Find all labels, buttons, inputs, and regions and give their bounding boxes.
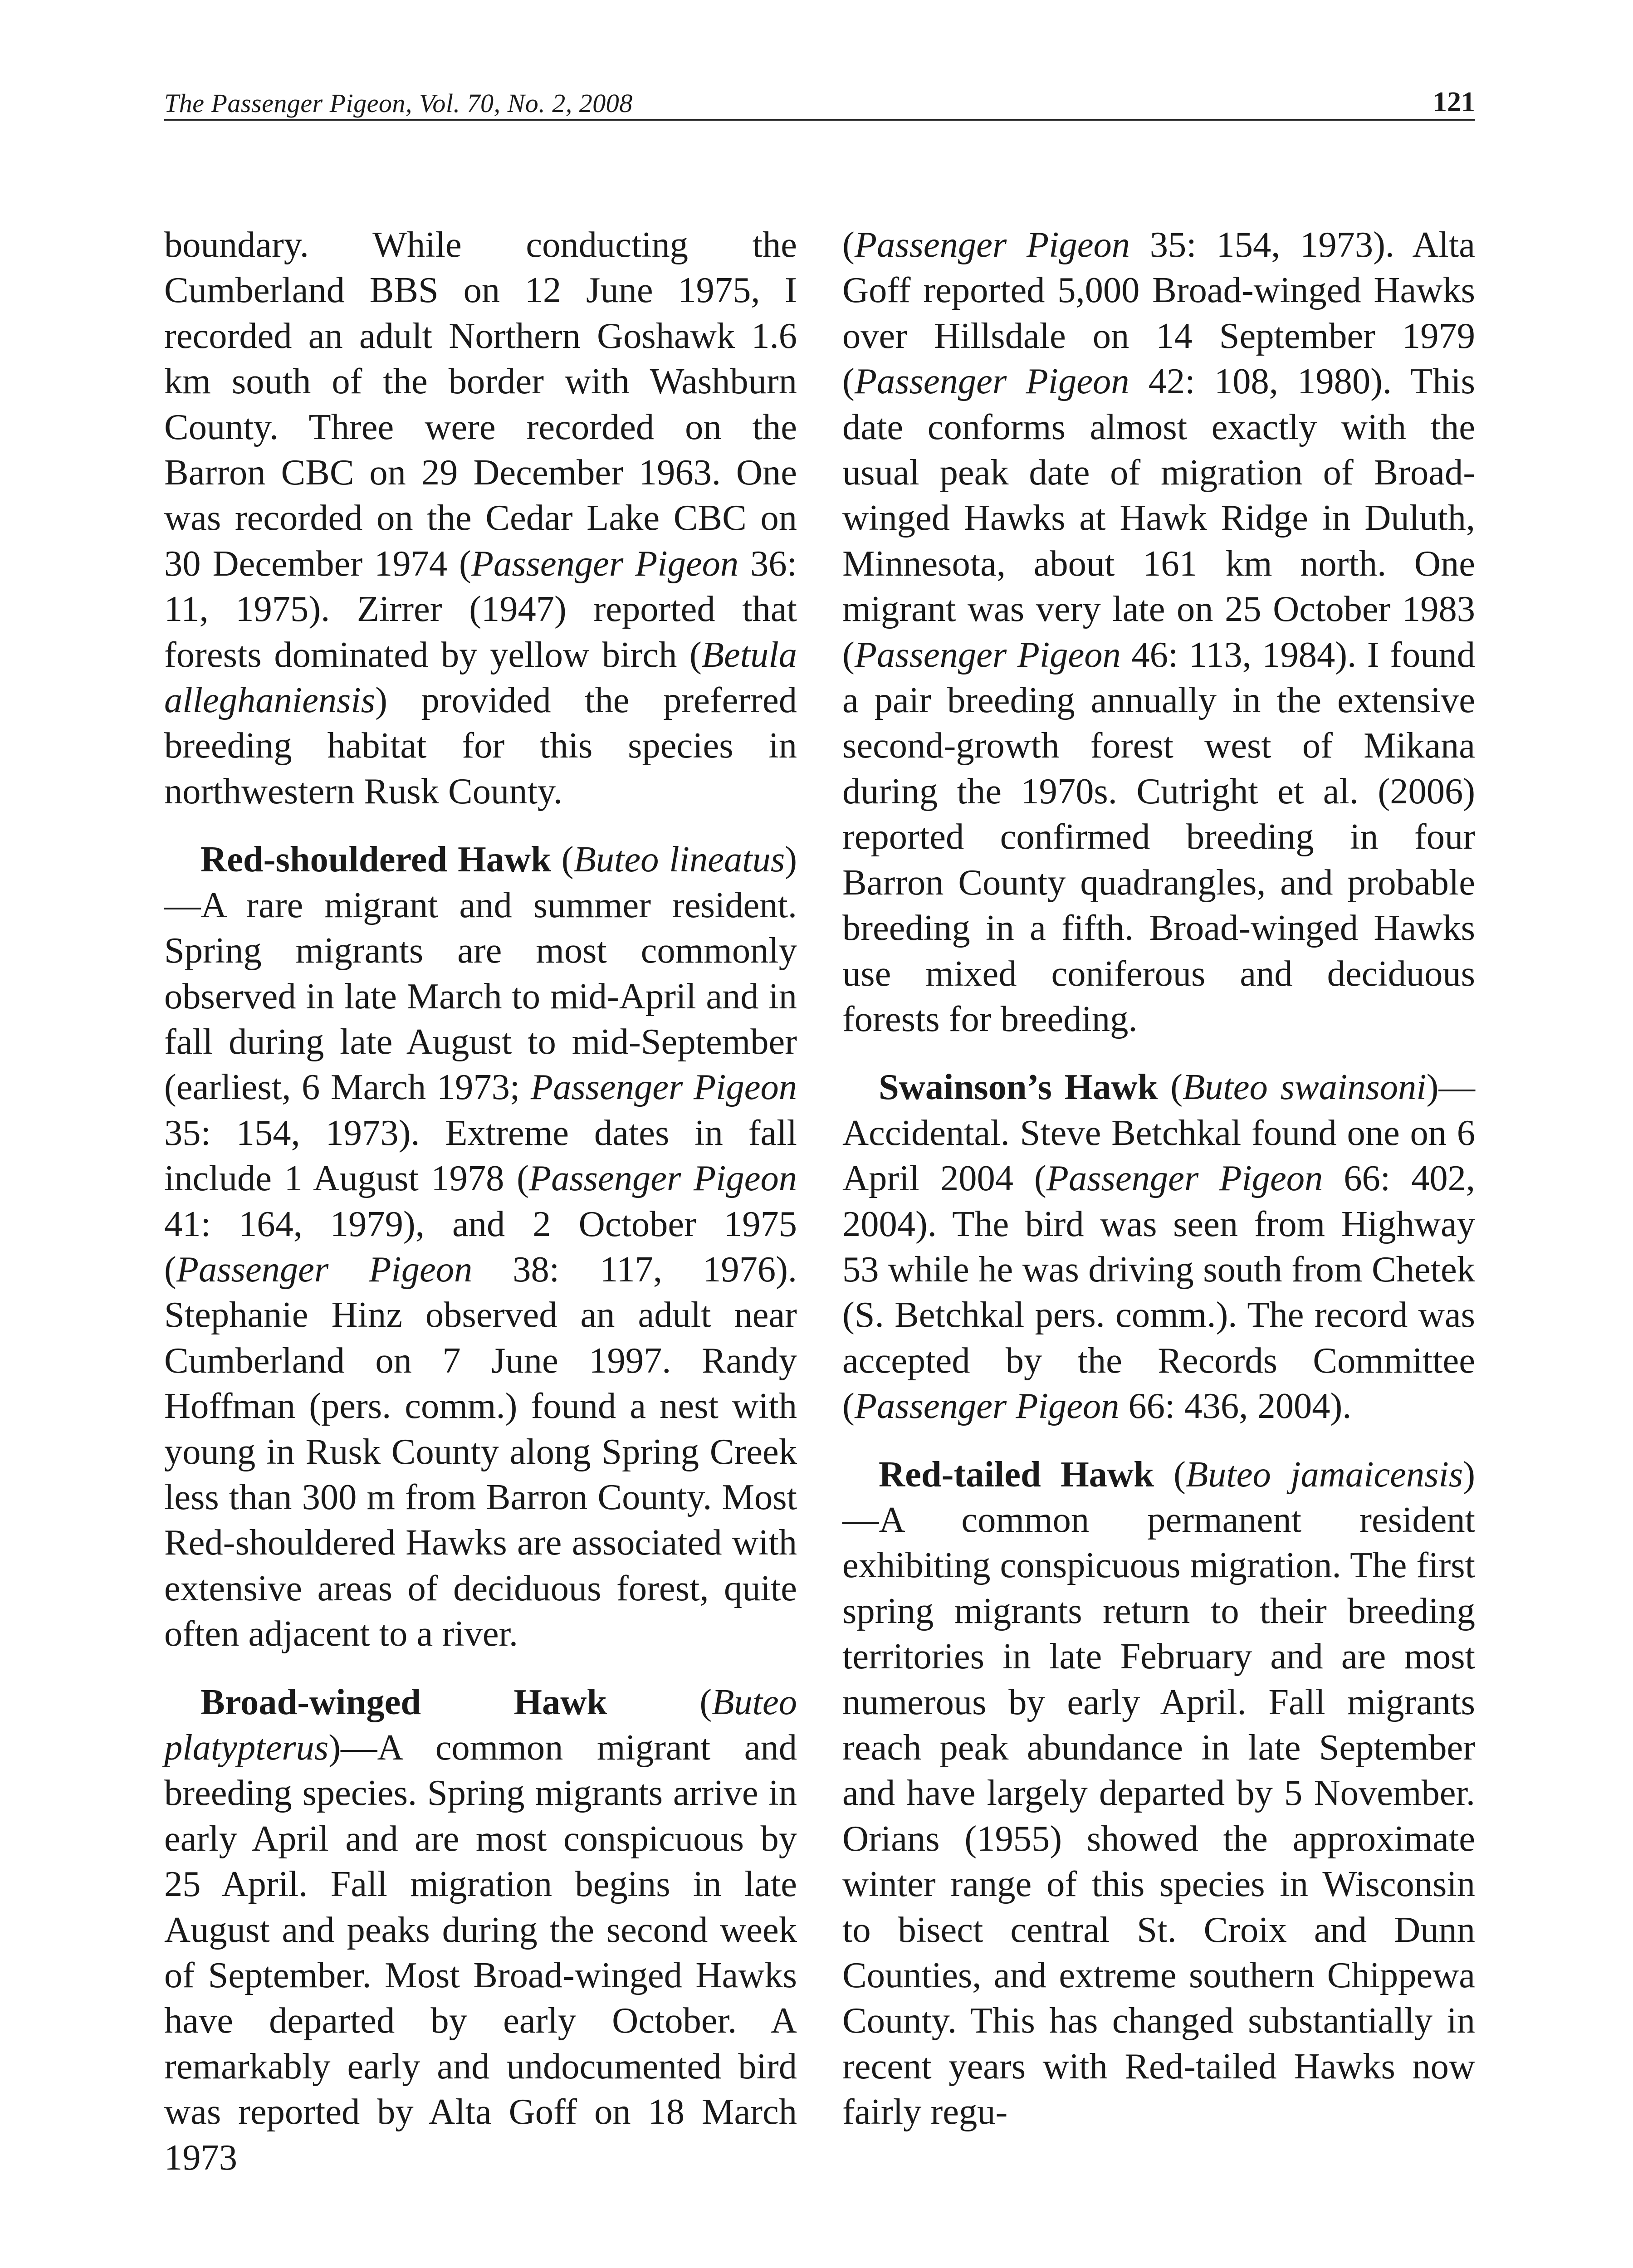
scientific-name: Buteo lineatus [573,839,785,880]
species-account-red-shouldered-hawk: Red-shouldered Hawk (Buteo lineatus)—A rare migrant and summer resident. Spring migrants are most commonly observed in late March to mid-April and in fall during late August to mid-September (earliest, 6 March 1973; Passenger Pigeon 35: 154, 1973). Extreme dates in fall include 1 August 1978 (Passenger Pigeon 41: 164, 1979), and 2 October 1975 (Passenger Pigeon 38: 117, 1976). Stephanie Hinz observed an adult near Cumberland on 7 June 1997. Randy Hoffman (pers. comm.) found a nest with young in Rusk County along Spring Creek less than 300 m from Barron County. Most Red-shouldered Hawks are associated with extensive areas of deciduous forest, quite often adjacent to a river. [164,839,797,1654]
page-number: 121 [1433,87,1475,117]
right-column [842,222,1475,2135]
paragraph-goshawk-continued: boundary. While conducting the Cumberland BBS on 12 June 1975, I recorded an adult Northern Goshawk 1.6 km south of the border with Washburn County. Three were recorded on the Barron CBC on 29 December 1963. One was recorded on the Cedar Lake CBC on 30 December 1974 (Passenger Pigeon 36: 11, 1975). Zirrer (1947) reported that forests dominated by yellow birch (Betula alleghaniensis) provided the preferred breeding habitat for this species in northwestern Rusk County. [164,225,797,811]
species-account-red-tailed-hawk: Red-tailed Hawk (Buteo jamaicensis)—A common permanent resident exhibiting conspicuous migration. The first spring migrants return to their breeding territories in late February and are most numerous by early April. Fall migrants reach peak abundance in late September and have largely departed by 5 November. Orians (1955) showed the approximate winter range of this species in Wisconsin to bisect central St. Croix and Dunn Counties, and extreme southern Chippewa County. This has changed substantially in recent years with Red-tailed Hawks now fairly regu- [842,1454,1475,2132]
paragraph-broad-winged-continued: (Passenger Pigeon 35: 154, 1973). Alta Goff reported 5,000 Broad-winged Hawks over Hillsdale on 14 September 1979 (Passenger Pigeon 42: 108, 1980). This date conforms almost exactly with the usual peak date of migration of Broad-winged Hawks at Hawk Ridge in Duluth, Minnesota, about 161 km north. One migrant was very late on 25 October 1983 (Passenger Pigeon 46: 113, 1984). I found a pair breeding annually in the extensive second-growth forest west of Mikana during the 1970s. Cutright et al. (2006) reported confirmed breeding in four Barron County quadrangles, and probable breeding in a fifth. Broad-winged Hawks use mixed coniferous and deciduous forests for breeding. [842,225,1476,1039]
species-name: Swainson’s Hawk [879,1067,1158,1108]
scientific-name: Buteo jamaicensis [1185,1454,1463,1495]
species-account-broad-winged-hawk: Broad-winged Hawk (Buteo platypterus)—A common migrant and breeding species. Spring migrants arrive in early April and are most conspicuous by 25 April. Fall migration begins in late August and peaks during the second week of September. Most Broad-winged Hawks have departed by early October. A remarkably early and undocumented bird was reported by Alta Goff on 18 March 1973 [164,1681,797,2178]
scientific-name: Buteo platypterus [164,1681,797,1768]
journal-title: The Passenger Pigeon, Vol. 70, No. 2, 2008 [164,88,633,118]
left-column [164,222,797,2180]
scientific-name: Buteo swainsoni [1183,1067,1427,1108]
species-account-swainsons-hawk: Swainson’s Hawk (Buteo swainsoni)—Accidental. Steve Betchkal found one on 6 April 2004 (Passenger Pigeon 66: 402, 2004). The bird was seen from Highway 53 while he was driving south from Chetek (S. Betchkal pers. comm.). The record was accepted by the Records Committee (Passenger Pigeon 66: 436, 2004). [842,1067,1475,1427]
species-name: Broad-winged Hawk [200,1681,607,1722]
running-header [164,83,1475,121]
species-name: Red-tailed Hawk [879,1454,1154,1495]
species-name: Red-shouldered Hawk [200,839,551,880]
